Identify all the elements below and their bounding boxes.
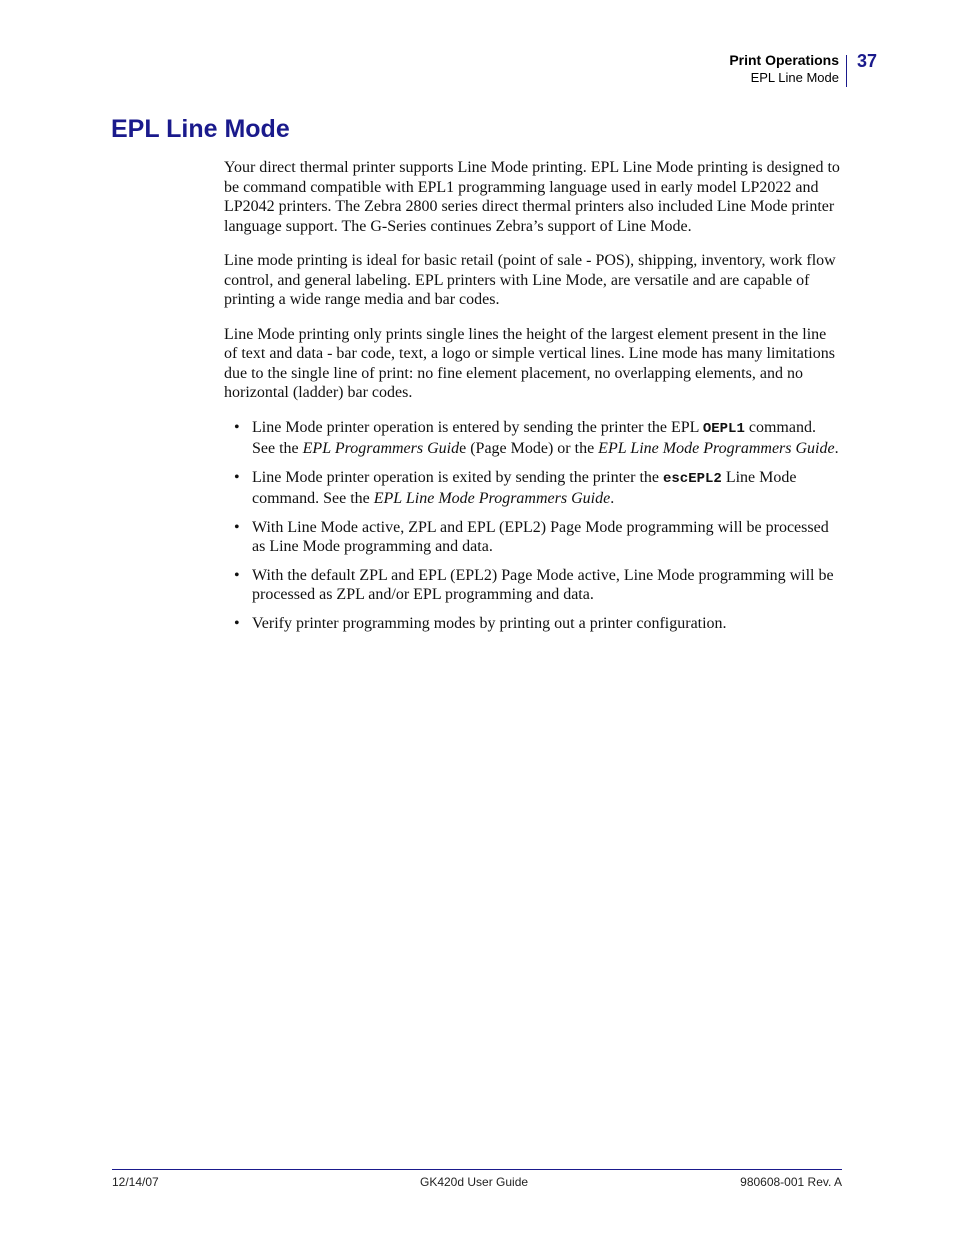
bullet-text: With Line Mode active, ZPL and EPL (EPL2) Page Mode programming will be processed as Line Mode programming and data.	[252, 518, 829, 555]
footer-divider	[112, 1169, 842, 1170]
bullet-symbol: •	[234, 614, 240, 632]
bullet-text: .	[610, 490, 615, 507]
paragraph-limitations: Line Mode printing only prints single lines the height of the largest element present in the line of text and data - bar code, text, a logo or simple vertical lines. Line mode has many limitations due to the single line of print: no fine element placement, no overlapping elements, and no horizontal (ladder) bar codes.	[224, 325, 835, 401]
paragraph-uses: Line mode printing is ideal for basic retail (point of sale - POS), shipping, inventory, work flow control, and general labeling. EPL printers with Line Mode, are versatile and are capable of printing a wide range media and bar codes.	[224, 252, 836, 308]
running-header	[729, 52, 839, 86]
header-section: EPL Line Mode	[750, 70, 839, 85]
list-item	[224, 518, 842, 557]
command-code: OEPL1	[702, 420, 745, 437]
guide-reference: EPL Line Mode Programmers Guide	[373, 490, 611, 507]
paragraph-intro: Your direct thermal printer supports Line Mode printing. EPL Line Mode printing is designed to be command compatible with EPL1 programming language used in early model LP2022 and LP2042 printers. The Zebra 2800 series direct thermal printers also included Line Mode printer language support. The G-Series continues Zebra’s support of Line Mode.	[224, 159, 840, 235]
header-chapter: Print Operations	[729, 52, 839, 68]
bullet-symbol: •	[234, 518, 240, 536]
bullet-symbol: •	[234, 468, 240, 486]
footer-guide-title: GK420d User Guide	[420, 1175, 529, 1189]
body-text	[224, 158, 842, 642]
bullet-text: e (Page Mode) or the	[459, 440, 599, 457]
bullet-symbol: •	[234, 566, 240, 584]
page-title: EPL Line Mode	[111, 115, 290, 143]
page-number: 37	[857, 51, 878, 71]
list-item	[224, 566, 842, 605]
bullet-text: .	[834, 440, 839, 457]
footer-date: 12/14/07	[112, 1175, 159, 1189]
list-item	[224, 418, 842, 459]
footer-revision: 980608-001 Rev. A	[740, 1175, 842, 1189]
list-item	[224, 614, 842, 634]
list-item	[224, 468, 842, 509]
bullet-text: Line Mode printer operation is entered by sending the printer the EPL	[252, 418, 703, 436]
bullet-text: Line Mode command. See the	[252, 468, 797, 507]
bullet-text: command. See the	[252, 418, 816, 457]
bullet-text: With the default ZPL and EPL (EPL2) Page Mode active, Line Mode programming will be processed as ZPL and/or EPL programming and data.	[252, 566, 834, 603]
guide-reference: EPL Programmers Guid	[302, 440, 460, 457]
header-divider	[846, 55, 847, 87]
bullet-text: Line Mode printer operation is exited by sending the printer the	[252, 468, 663, 486]
guide-reference: EPL Line Mode Programmers Guide	[598, 440, 835, 457]
bullet-list	[224, 418, 842, 634]
bullet-text: Verify printer programming modes by printing out a printer configuration.	[252, 614, 727, 632]
bullet-symbol: •	[234, 418, 240, 436]
command-code: escEPL2	[663, 470, 722, 487]
